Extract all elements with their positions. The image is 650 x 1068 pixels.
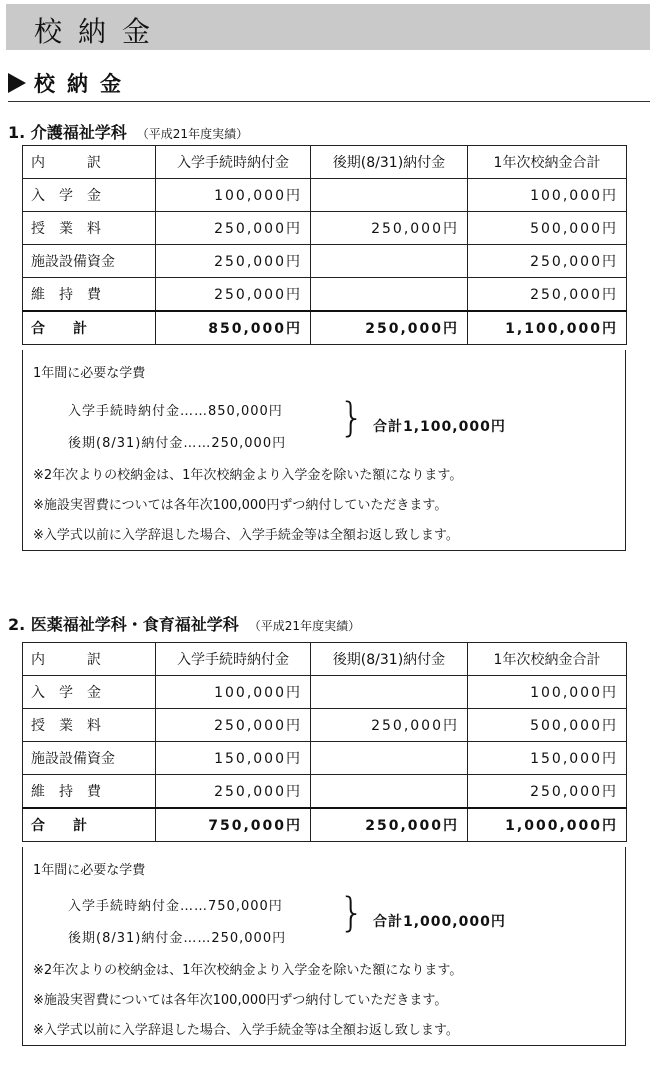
table-row: 施設設備資金 250,000円 250,000円	[23, 245, 627, 278]
section-subtitle	[8, 68, 133, 98]
fee-table-1	[22, 145, 627, 345]
annual-fee-box-2: 1年間に必要な学費 入学手続時納付金……750,000円 後期(8/31)納付金……250,000円 } 合計1,000,000円 ※2年次よりの校納金は、1年次校納金より入学金を除いた額になります。 ※施設実習費については各年次100,000円ずつ納付していただきます。 ※入学式以前に入学辞退した場合、入学手続金等は全額お返し致します。	[22, 847, 626, 1046]
annual-fee-box-1: 1年間に必要な学費 入学手続時納付金……850,000円 後期(8/31)納付金……250,000円 } 合計1,100,000円 ※2年次よりの校納金は、1年次校納金より入学金を除いた額になります。 ※施設実習費については各年次100,000円ずつ納付していただきます。 ※入学式以前に入学辞退した場合、入学手続金等は全額お返し致します。	[22, 350, 626, 551]
fee-table-2	[22, 642, 627, 842]
section-1-heading: 1. 介護福祉学科 （平成21年度実績）	[8, 123, 249, 142]
triangle-icon	[8, 73, 26, 93]
brace-icon: }	[339, 890, 365, 936]
table-header: 内 訳 入学手続時納付金 後期(8/31)納付金 1年次校納金合計	[23, 643, 627, 676]
brace-icon: }	[339, 395, 365, 441]
table-header: 内 訳 入学手続時納付金 後期(8/31)納付金 1年次校納金合計	[23, 146, 627, 179]
section-2-heading: 2. 医薬福祉学科・食育福祉学科 （平成21年度実績）	[8, 615, 361, 634]
table-row: 施設設備資金 150,000円 150,000円	[23, 742, 627, 775]
table-row: 維 持 費 250,000円 250,000円	[23, 278, 627, 312]
table-total-row: 合 計 850,000円 250,000円 1,100,000円	[23, 311, 627, 345]
table-row: 維 持 費 250,000円 250,000円	[23, 775, 627, 809]
table-row: 入 学 金 100,000円 100,000円	[23, 676, 627, 709]
page-banner	[6, 4, 650, 50]
table-total-row: 合 計 750,000円 250,000円 1,000,000円	[23, 808, 627, 842]
section-2-note: （平成21年度実績）	[248, 619, 361, 633]
subtitle-text: 校納金	[34, 72, 133, 96]
section-1-note: （平成21年度実績）	[136, 127, 249, 141]
banner-title: 校納金	[34, 15, 167, 48]
table-row: 授 業 料 250,000円 250,000円 500,000円	[23, 212, 627, 245]
table-row: 入 学 金 100,000円 100,000円	[23, 179, 627, 212]
table-row: 授 業 料 250,000円 250,000円 500,000円	[23, 709, 627, 742]
divider	[8, 101, 650, 102]
